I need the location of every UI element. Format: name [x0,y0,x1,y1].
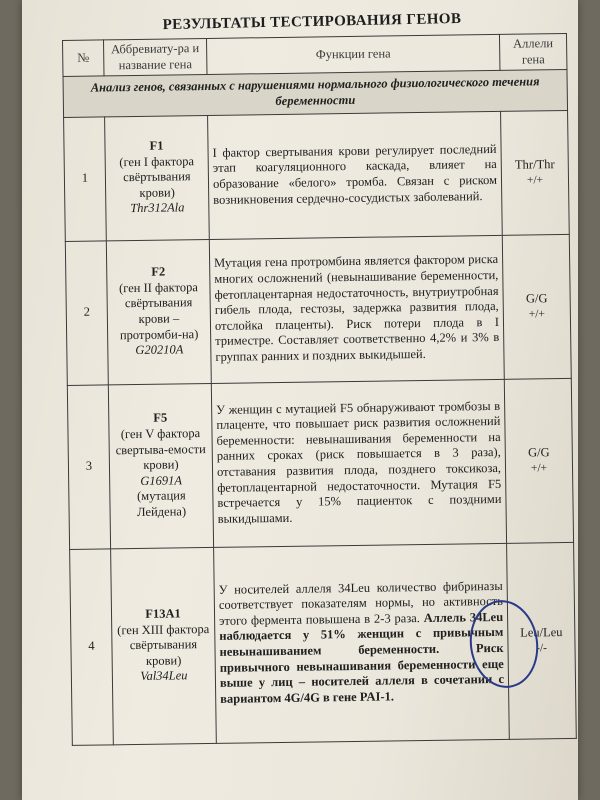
allele-sign: +/+ [530,461,548,475]
gene-desc: (ген I фактора свёртывания крови) [119,153,195,200]
gene-abbr: F13A1 [145,606,181,621]
gene-abbr: F2 [151,264,166,279]
gene-desc: (ген II фактора свёртывания крови – протромби-на) [118,279,199,342]
header-num: № [63,40,105,77]
gene-name-cell [108,383,213,548]
allele-value: Thr/Thr [514,157,555,172]
table-row [64,110,570,241]
gene-desc: (ген XIII фактора свёртывания крови) [117,621,210,668]
gene-function: I фактор свертывания крови регулирует последний этап коагуляционного каскада, влияет на образование «белого» тромба. Связан с риском возникновения сердечно-сосудистых заболеваний. [208,111,503,239]
gene-code: G1691A [140,473,183,488]
section-title: Анализ генов, связанных с нарушениями нормального физиологического течения беременности [63,70,568,117]
header-func: Функции гена [206,34,499,74]
gene-function: Мутация гена протромбина является фактором риска многих осложнений (невынашивание беременности, фетоплацентарная недостаточность, внутриутробная гибель плода, гестозы, задержка развития плода, отслойка плаценты). Риск потери плода в I триместре. Составляет соответственно 4,2% и 3% в группах ранних и поздних выкидышей. [209,235,504,383]
table-row [65,234,571,385]
allele-value: Leu/Leu [520,625,563,640]
gene-code: Val34Leu [140,668,188,684]
gene-function-bold: Аллель 34Leu наблюдается у 51% женщин с привычным невынашиванием беременности. Риск привычного невынашивания беременности еще выше у лиц – носителей аллеля в сочетании с вариантом 4G/4G в гене PAI-1. [219,609,505,706]
allele-sign: +/+ [526,173,544,187]
section-row [63,70,568,117]
row-num: 1 [64,116,107,241]
row-num: 4 [70,548,114,745]
table-row [67,378,573,549]
row-num: 2 [65,240,108,385]
gene-abbr: F5 [153,410,168,426]
allele-sign: +/+ [528,307,546,321]
gene-desc: (ген V фактора свертыва-емости крови) [115,426,206,473]
allele-cell [504,378,573,543]
gene-code: G20210A [135,342,184,358]
allele-cell [501,110,570,235]
header-name: Аббревиату-ра и название гена [104,38,207,76]
gene-code: Thr312Ala [130,200,185,216]
page-title: РЕЗУЛЬТАТЫ ТЕСТИРОВАНИЯ ГЕНОВ [162,10,462,34]
gene-function: У женщин с мутацией F5 обнаруживают тромбозы в плаценте, что повышает риск развития осложнений беременности: невынашивания беременности на ранних сроках (риск повышается в 3 раза), отставания развития плода, позднего токсикоза, фетоплацентарной недостаточности. Мутация F5 встречается у 15% пациенток с поздними выкидышами. [211,379,506,547]
gene-name-cell [105,115,210,240]
gene-abbr: F1 [149,138,164,153]
gene-name-cell [111,547,217,744]
gene-name-cell [106,239,211,384]
header-allele: Аллели гена [499,33,566,70]
allele-value: G/G [525,291,548,306]
gene-function [214,543,510,743]
allele-sign: -/- [536,641,548,655]
allele-cell [502,234,571,379]
row-num: 3 [67,384,110,549]
gene-note: (мутация Лейдена) [136,488,187,520]
allele-value: G/G [527,445,550,460]
gene-function-text: У носителей аллеля 34Leu количество фибриназы соответствует показателям нормы, но активность этого фермента повышена в 2-3 раза. [218,578,503,628]
